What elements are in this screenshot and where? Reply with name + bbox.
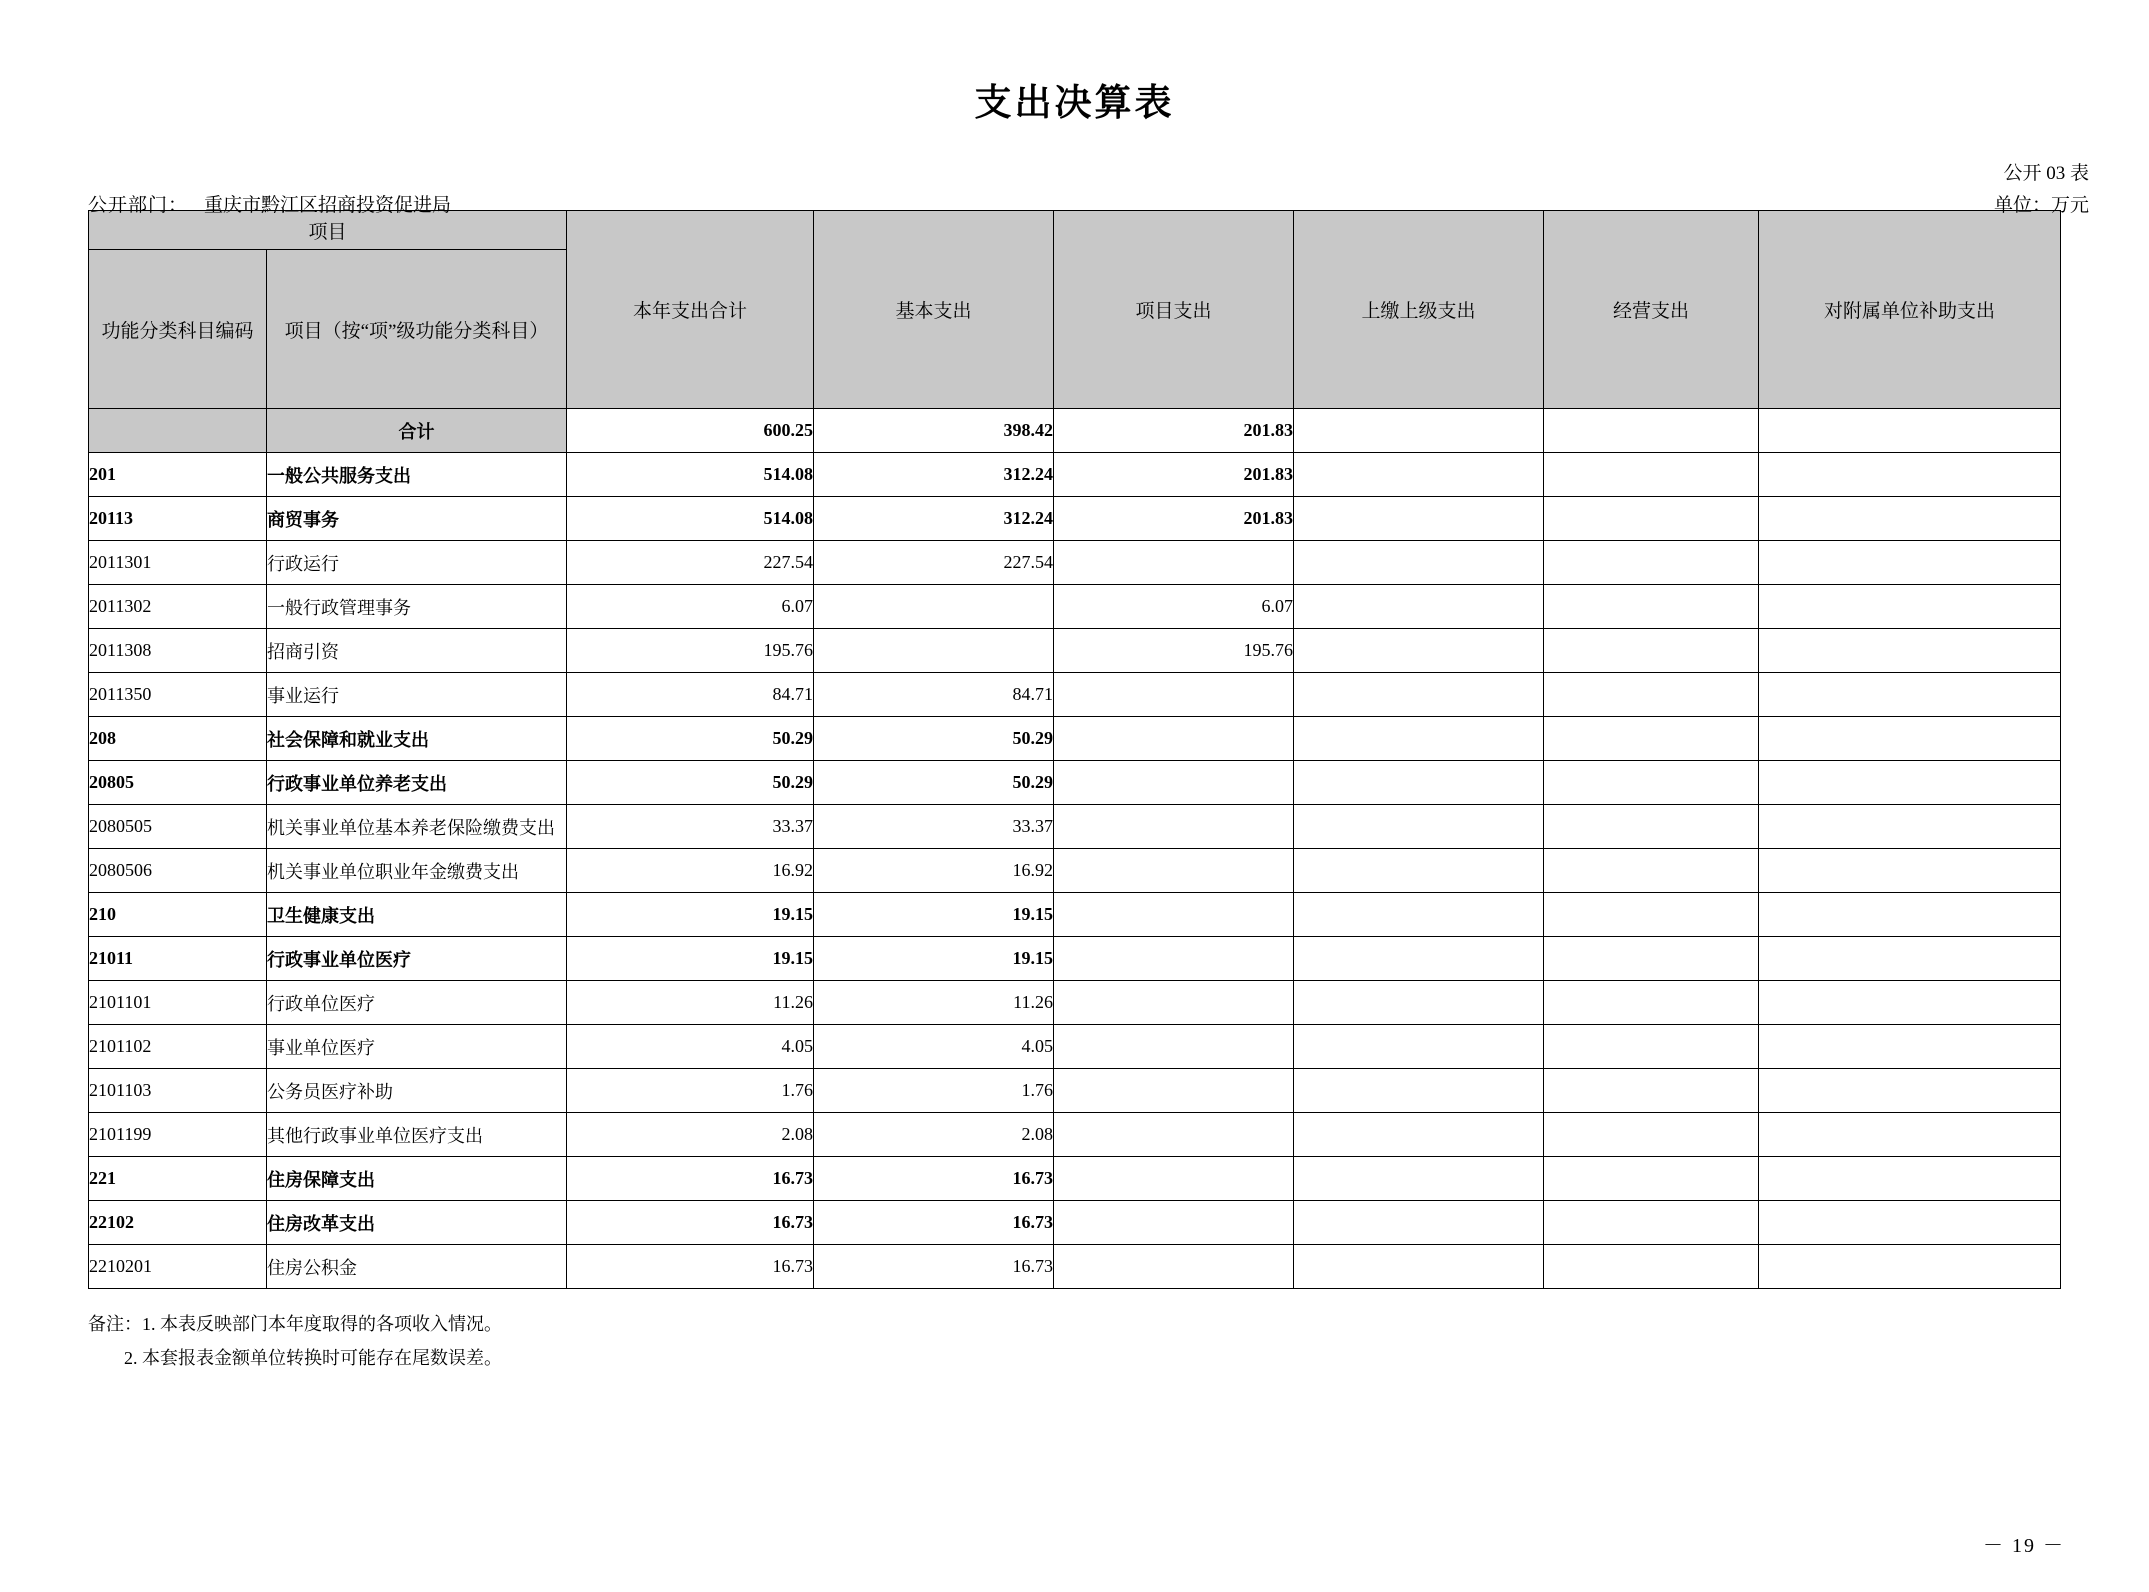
cell-subsidy	[1759, 717, 2061, 761]
table-body	[89, 409, 2061, 1289]
cell-upper	[1294, 1113, 1544, 1157]
cell-subsidy	[1759, 805, 2061, 849]
cell-upper	[1294, 1069, 1544, 1113]
table-row	[89, 1245, 2061, 1289]
cell-total: 19.15	[567, 937, 814, 981]
cell-code: 2011302	[89, 585, 267, 629]
table-row	[89, 673, 2061, 717]
cell-subsidy	[1759, 1245, 2061, 1289]
cell-subsidy	[1759, 1025, 2061, 1069]
cell-name: 一般公共服务支出	[267, 453, 567, 497]
table-row	[89, 1069, 2061, 1113]
cell-upper	[1294, 453, 1544, 497]
cell-project	[1054, 1245, 1294, 1289]
cell-total: 16.73	[567, 1245, 814, 1289]
cell-code: 201	[89, 453, 267, 497]
cell-basic: 19.15	[814, 893, 1054, 937]
cell-code: 2011301	[89, 541, 267, 585]
cell-upper	[1294, 1025, 1544, 1069]
cell-name: 一般行政管理事务	[267, 585, 567, 629]
header-col-total: 本年支出合计	[567, 211, 814, 409]
cell-project	[1054, 1069, 1294, 1113]
cell-subsidy	[1759, 409, 2061, 453]
cell-code: 2210201	[89, 1245, 267, 1289]
cell-operating	[1544, 541, 1759, 585]
table-row	[89, 1201, 2061, 1245]
cell-operating	[1544, 937, 1759, 981]
cell-basic: 50.29	[814, 717, 1054, 761]
cell-basic	[814, 629, 1054, 673]
cell-operating	[1544, 893, 1759, 937]
page-number: － 19 －	[1983, 1535, 2065, 1557]
cell-project	[1054, 981, 1294, 1025]
cell-operating	[1544, 981, 1759, 1025]
department-label: 公开部门：	[88, 195, 189, 216]
cell-code: 2101103	[89, 1069, 267, 1113]
cell-code: 2011308	[89, 629, 267, 673]
cell-project: 6.07	[1054, 585, 1294, 629]
cell-total: 6.07	[567, 585, 814, 629]
cell-code: 21011	[89, 937, 267, 981]
cell-basic: 11.26	[814, 981, 1054, 1025]
cell-basic: 16.73	[814, 1201, 1054, 1245]
cell-operating	[1544, 585, 1759, 629]
unit-label: 单位：万元	[1993, 195, 2089, 216]
table-row	[89, 541, 2061, 585]
cell-subsidy	[1759, 541, 2061, 585]
cell-total: 4.05	[567, 1025, 814, 1069]
cell-operating	[1544, 1113, 1759, 1157]
cell-name: 卫生健康支出	[267, 893, 567, 937]
header-col-name: 项目（按“项”级功能分类科目）	[267, 250, 567, 409]
cell-upper	[1294, 849, 1544, 893]
department-value: 重庆市黔江区招商投资促进局	[204, 195, 452, 216]
cell-code: 2080506	[89, 849, 267, 893]
expenditure-table	[88, 210, 2061, 1289]
cell-name: 机关事业单位基本养老保险缴费支出	[267, 805, 567, 849]
cell-basic: 84.71	[814, 673, 1054, 717]
cell-subsidy	[1759, 761, 2061, 805]
cell-total: 514.08	[567, 453, 814, 497]
cell-basic: 398.42	[814, 409, 1054, 453]
cell-name: 住房保障支出	[267, 1157, 567, 1201]
cell-project	[1054, 761, 1294, 805]
header-col-project: 项目支出	[1054, 211, 1294, 409]
cell-name: 住房公积金	[267, 1245, 567, 1289]
cell-operating	[1544, 453, 1759, 497]
cell-upper	[1294, 1157, 1544, 1201]
cell-project: 201.83	[1054, 497, 1294, 541]
cell-upper	[1294, 497, 1544, 541]
cell-total: 16.73	[567, 1201, 814, 1245]
cell-upper	[1294, 761, 1544, 805]
cell-subsidy	[1759, 629, 2061, 673]
cell-total: 11.26	[567, 981, 814, 1025]
table-header	[89, 211, 2061, 409]
cell-name: 行政事业单位养老支出	[267, 761, 567, 805]
cell-subsidy	[1759, 1201, 2061, 1245]
cell-basic: 312.24	[814, 453, 1054, 497]
header-col-upper: 上缴上级支出	[1294, 211, 1544, 409]
cell-upper	[1294, 673, 1544, 717]
header-col-basic: 基本支出	[814, 211, 1054, 409]
cell-code: 22102	[89, 1201, 267, 1245]
cell-name: 事业单位医疗	[267, 1025, 567, 1069]
cell-project	[1054, 541, 1294, 585]
cell-name: 公务员医疗补助	[267, 1069, 567, 1113]
cell-name: 事业运行	[267, 673, 567, 717]
note-line-1: 备注：1. 本表反映部门本年度取得的各项收入情况。	[88, 1314, 502, 1334]
note-line-2: 2. 本套报表金额单位转换时可能存在尾数误差。	[124, 1348, 502, 1369]
cell-operating	[1544, 1245, 1759, 1289]
cell-basic: 19.15	[814, 937, 1054, 981]
cell-total: 84.71	[567, 673, 814, 717]
cell-basic: 33.37	[814, 805, 1054, 849]
form-code: 公开 03 表	[2003, 163, 2089, 184]
cell-total: 2.08	[567, 1113, 814, 1157]
cell-code: 2011350	[89, 673, 267, 717]
header-group-project: 项目	[89, 211, 567, 250]
cell-operating	[1544, 1025, 1759, 1069]
table-row	[89, 497, 2061, 541]
cell-name: 其他行政事业单位医疗支出	[267, 1113, 567, 1157]
table-row-total	[89, 409, 2061, 453]
cell-basic: 16.73	[814, 1157, 1054, 1201]
cell-code: 221	[89, 1157, 267, 1201]
cell-project: 201.83	[1054, 409, 1294, 453]
document-meta	[0, 163, 2149, 216]
cell-code: 2101199	[89, 1113, 267, 1157]
cell-subsidy	[1759, 1069, 2061, 1113]
cell-code: 2101101	[89, 981, 267, 1025]
cell-upper	[1294, 1201, 1544, 1245]
cell-subsidy	[1759, 453, 2061, 497]
cell-basic	[814, 585, 1054, 629]
cell-project	[1054, 937, 1294, 981]
page-title: 支出决算表	[974, 80, 1175, 124]
cell-project	[1054, 717, 1294, 761]
cell-upper	[1294, 629, 1544, 673]
cell-subsidy	[1759, 893, 2061, 937]
table-row	[89, 937, 2061, 981]
cell-code: 208	[89, 717, 267, 761]
cell-project: 201.83	[1054, 453, 1294, 497]
cell-name: 商贸事务	[267, 497, 567, 541]
cell-basic: 2.08	[814, 1113, 1054, 1157]
cell-total: 33.37	[567, 805, 814, 849]
table-row	[89, 1157, 2061, 1201]
cell-project	[1054, 673, 1294, 717]
cell-operating	[1544, 673, 1759, 717]
cell-upper	[1294, 585, 1544, 629]
header-col-subsidy: 对附属单位补助支出	[1759, 211, 2061, 409]
cell-operating	[1544, 849, 1759, 893]
table-row	[89, 717, 2061, 761]
cell-name: 行政单位医疗	[267, 981, 567, 1025]
cell-operating	[1544, 717, 1759, 761]
cell-total: 16.73	[567, 1157, 814, 1201]
cell-name: 行政运行	[267, 541, 567, 585]
cell-name: 住房改革支出	[267, 1201, 567, 1245]
cell-total: 16.92	[567, 849, 814, 893]
cell-basic: 227.54	[814, 541, 1054, 585]
cell-basic: 4.05	[814, 1025, 1054, 1069]
cell-code: 20113	[89, 497, 267, 541]
cell-name: 行政事业单位医疗	[267, 937, 567, 981]
cell-subsidy	[1759, 1113, 2061, 1157]
cell-basic: 1.76	[814, 1069, 1054, 1113]
cell-operating	[1544, 1157, 1759, 1201]
cell-basic: 50.29	[814, 761, 1054, 805]
cell-name: 社会保障和就业支出	[267, 717, 567, 761]
cell-subsidy	[1759, 585, 2061, 629]
table-row	[89, 453, 2061, 497]
cell-upper	[1294, 1245, 1544, 1289]
cell-name: 机关事业单位职业年金缴费支出	[267, 849, 567, 893]
cell-code: 20805	[89, 761, 267, 805]
table-row	[89, 629, 2061, 673]
cell-code: 2080505	[89, 805, 267, 849]
table-row	[89, 849, 2061, 893]
cell-subsidy	[1759, 937, 2061, 981]
table-row	[89, 585, 2061, 629]
table-row	[89, 981, 2061, 1025]
cell-project	[1054, 1113, 1294, 1157]
cell-basic: 16.73	[814, 1245, 1054, 1289]
cell-operating	[1544, 1201, 1759, 1245]
cell-subsidy	[1759, 673, 2061, 717]
cell-operating	[1544, 497, 1759, 541]
cell-project: 195.76	[1054, 629, 1294, 673]
cell-total: 50.29	[567, 761, 814, 805]
header-col-code: 功能分类科目编码	[89, 250, 267, 409]
cell-upper	[1294, 937, 1544, 981]
table-notes	[88, 1307, 2149, 1375]
cell-project	[1054, 893, 1294, 937]
cell-operating	[1544, 761, 1759, 805]
cell-code: 2101102	[89, 1025, 267, 1069]
cell-total: 514.08	[567, 497, 814, 541]
cell-total: 50.29	[567, 717, 814, 761]
cell-total: 195.76	[567, 629, 814, 673]
table-row	[89, 761, 2061, 805]
cell-operating	[1544, 805, 1759, 849]
cell-upper	[1294, 717, 1544, 761]
cell-project	[1054, 1201, 1294, 1245]
cell-operating	[1544, 1069, 1759, 1113]
department-line	[88, 190, 451, 217]
cell-subsidy	[1759, 981, 2061, 1025]
table-row	[89, 893, 2061, 937]
cell-upper	[1294, 893, 1544, 937]
header-col-operating: 经营支出	[1544, 211, 1759, 409]
cell-upper	[1294, 541, 1544, 585]
cell-name: 招商引资	[267, 629, 567, 673]
cell-upper	[1294, 805, 1544, 849]
table-row	[89, 1025, 2061, 1069]
cell-upper	[1294, 981, 1544, 1025]
cell-total-label: 合计	[267, 409, 567, 453]
cell-upper	[1294, 409, 1544, 453]
cell-code	[89, 409, 267, 453]
cell-basic: 312.24	[814, 497, 1054, 541]
cell-subsidy	[1759, 849, 2061, 893]
cell-project	[1054, 1025, 1294, 1069]
cell-operating	[1544, 629, 1759, 673]
cell-code: 210	[89, 893, 267, 937]
cell-subsidy	[1759, 1157, 2061, 1201]
cell-total: 227.54	[567, 541, 814, 585]
cell-project	[1054, 849, 1294, 893]
cell-total: 1.76	[567, 1069, 814, 1113]
table-row	[89, 805, 2061, 849]
cell-project	[1054, 1157, 1294, 1201]
document-page	[0, 72, 2149, 1592]
table-row	[89, 1113, 2061, 1157]
cell-subsidy	[1759, 497, 2061, 541]
cell-total: 600.25	[567, 409, 814, 453]
cell-basic: 16.92	[814, 849, 1054, 893]
cell-project	[1054, 805, 1294, 849]
cell-operating	[1544, 409, 1759, 453]
cell-total: 19.15	[567, 893, 814, 937]
